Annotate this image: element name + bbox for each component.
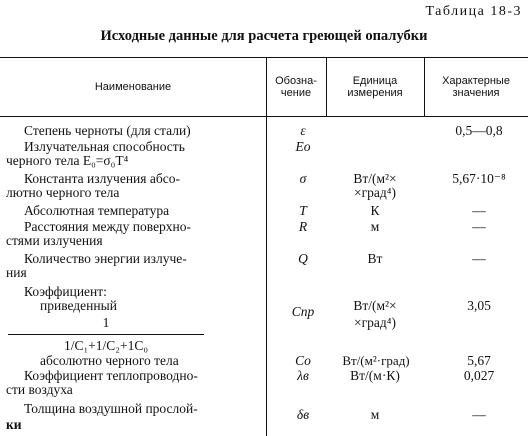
param-value: — bbox=[472, 203, 486, 218]
param-unit: К bbox=[370, 203, 380, 218]
param-name: Константа излучения абсо- bbox=[24, 171, 180, 186]
param-name-cont: черного тела E₀=σ₀T⁴ bbox=[6, 153, 129, 168]
param-name: Толщина воздушной прослой- bbox=[24, 401, 198, 416]
param-name-cont: стями излучения bbox=[6, 233, 103, 248]
param-unit: м bbox=[370, 407, 380, 422]
param-unit: м bbox=[370, 219, 380, 234]
param-name: Абсолютная температура bbox=[24, 203, 170, 218]
param-name-cont: ния bbox=[6, 265, 27, 280]
header-name: Наименование bbox=[94, 81, 172, 93]
param-name-cont: ки bbox=[6, 417, 22, 432]
param-symbol: Eo bbox=[295, 139, 311, 154]
param-value: 0,5—0,8 bbox=[455, 123, 503, 138]
param-value: 3,05 bbox=[467, 298, 491, 313]
header-value: Характерные значения bbox=[442, 75, 510, 99]
param-symbol: σ bbox=[299, 171, 307, 186]
param-unit-cont: ×град⁴) bbox=[354, 315, 396, 330]
header-unit: Единица измерения bbox=[347, 75, 403, 99]
param-unit: Вт/(м²·град) bbox=[342, 353, 410, 368]
param-value: 5,67·10⁻⁸ bbox=[452, 171, 506, 186]
param-value: 5,67 bbox=[467, 353, 491, 368]
fraction-denominator: 1/C₁+1/C₂+1C₀ bbox=[63, 338, 149, 353]
header-symbol: Обозна- чение bbox=[275, 75, 317, 99]
param-symbol: Q bbox=[298, 251, 308, 266]
param-name: Степень черноты (для стали) bbox=[24, 123, 191, 138]
param-unit-cont: ×град⁴) bbox=[354, 185, 396, 200]
param-symbol: Cпр bbox=[291, 304, 315, 319]
param-name: Коэффициент теплопроводно- bbox=[24, 368, 198, 383]
param-symbol: λв bbox=[297, 368, 309, 383]
formula-fraction bbox=[0, 316, 528, 356]
param-symbol: δв bbox=[296, 407, 310, 422]
param-unit: Вт bbox=[367, 251, 383, 266]
param-name-cont: сти воздуха bbox=[6, 382, 73, 397]
param-symbol: R bbox=[298, 219, 308, 234]
param-unit: Вт/(м²× bbox=[353, 171, 397, 186]
param-value: — bbox=[472, 407, 486, 422]
param-unit: Вт/(м·К) bbox=[350, 368, 400, 383]
fraction-bar bbox=[8, 334, 204, 335]
param-name: Расстояния между поверхно- bbox=[24, 219, 192, 234]
param-symbol: T bbox=[299, 203, 307, 218]
param-name: Количество энергии излуче- bbox=[24, 251, 187, 266]
param-name: Излучательная способность bbox=[24, 139, 185, 154]
param-name: Коэффициент: bbox=[24, 284, 107, 299]
param-value: 0,027 bbox=[463, 368, 495, 383]
header-bottom-rule bbox=[0, 116, 528, 117]
param-name: приведенный bbox=[40, 298, 117, 313]
param-symbol: Co bbox=[295, 353, 311, 368]
param-value: — bbox=[472, 219, 486, 234]
param-symbol: ε bbox=[300, 123, 306, 138]
param-value: — bbox=[472, 251, 486, 266]
table-number: Таблица 18-3 bbox=[425, 4, 522, 19]
param-name-cont: лютно черного тела bbox=[6, 185, 120, 200]
param-unit: Вт/(м²× bbox=[353, 298, 397, 313]
fraction-numerator: 1 bbox=[102, 315, 110, 330]
table-title: Исходные данные для расчета греющей опалубки bbox=[100, 28, 428, 44]
param-name: абсолютно черного тела bbox=[40, 353, 179, 368]
